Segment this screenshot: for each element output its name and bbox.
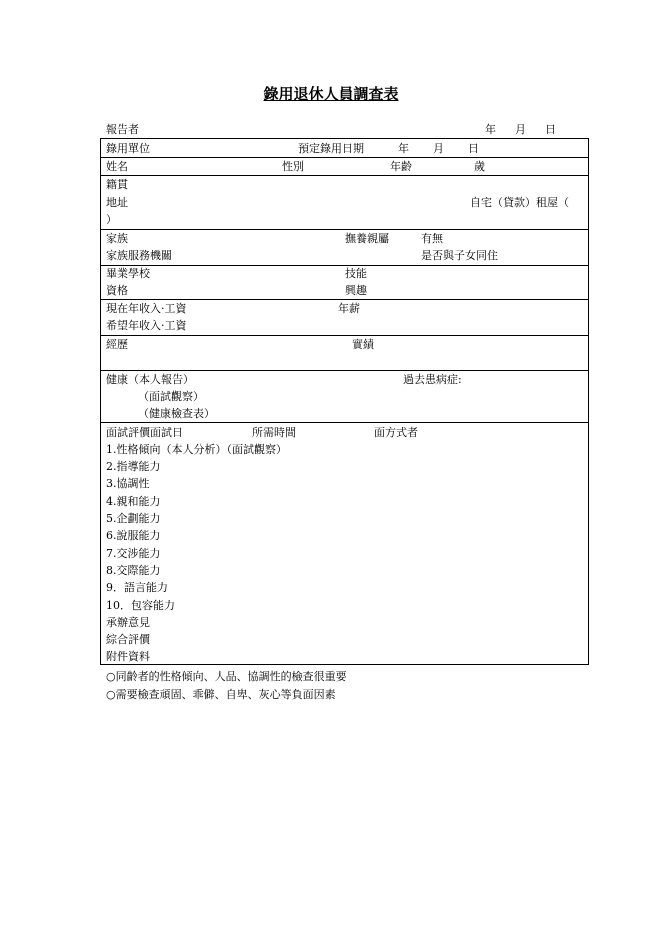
residence-close-label: ） <box>106 213 117 226</box>
planned-date-label: 預定錄用日期 <box>298 142 364 155</box>
planned-year-label: 年 <box>398 142 409 155</box>
planned-day-label: 日 <box>468 142 479 155</box>
row-divider <box>100 370 589 371</box>
age-unit-label: 歲 <box>474 160 485 173</box>
live-with-children-label: 是否與子女同住 <box>421 249 498 262</box>
note-item: ○需要檢查頑固、乖僻、自卑、灰心等負面因素 <box>106 688 336 701</box>
family-label: 家族 <box>106 232 128 245</box>
evaluation-item: 承辦意見 <box>106 616 150 629</box>
health-interview-label: （面試觀察） <box>138 390 204 403</box>
evaluation-item: 7.交涉能力 <box>106 547 161 560</box>
page-title: 錄用退休人員調查表 <box>263 85 399 103</box>
row-divider <box>100 299 589 300</box>
address-label: 地址 <box>106 196 128 209</box>
evaluation-item: 綜合評價 <box>106 633 150 646</box>
qualifications-label: 資格 <box>106 284 128 297</box>
evaluation-item: 10．包容能力 <box>106 599 175 612</box>
interview-date-label: 面試評價面試日 <box>106 426 183 439</box>
evaluation-item: 附件資料 <box>106 650 150 663</box>
dependents-label: 撫養親屬 <box>345 232 389 245</box>
residence-type-label: 自宅（貸款）租屋（ <box>470 196 569 209</box>
report-year-label: 年 <box>485 123 496 136</box>
row-divider <box>100 335 589 336</box>
health-self-label: 健康（本人報告） <box>106 373 194 386</box>
past-illness-label: 過去患病症: <box>403 373 462 386</box>
career-label: 經歷 <box>106 338 128 351</box>
report-day-label: 日 <box>545 123 556 136</box>
graduated-school-label: 畢業學校 <box>106 267 150 280</box>
evaluation-item: 6.說服能力 <box>106 529 161 542</box>
planned-month-label: 月 <box>433 142 444 155</box>
row-divider <box>100 265 589 266</box>
reporter-label: 報告者 <box>106 123 139 136</box>
report-month-label: 月 <box>515 123 526 136</box>
evaluation-item: 9．語言能力 <box>106 581 168 594</box>
evaluation-item: 4.親和能力 <box>106 495 161 508</box>
desired-income-label: 希望年收入·工資 <box>106 319 187 332</box>
age-label: 年齡 <box>390 160 412 173</box>
employer-unit-label: 錄用單位 <box>106 142 150 155</box>
current-income-label: 現在年收入·工資 <box>106 302 187 315</box>
evaluation-item: 8.交際能力 <box>106 564 161 577</box>
row-divider <box>100 229 589 230</box>
annual-salary-label: 年薪 <box>338 302 360 315</box>
evaluation-item: 3.協調性 <box>106 477 150 490</box>
health-exam-label: （健康檢查表） <box>138 407 215 420</box>
skills-label: 技能 <box>345 267 367 280</box>
native-place-label: 籍貫 <box>106 178 128 191</box>
hobbies-label: 興趣 <box>345 284 367 297</box>
row-divider <box>100 175 589 176</box>
row-divider <box>100 157 589 158</box>
interviewer-label: 面方式者 <box>374 426 418 439</box>
name-label: 姓名 <box>106 160 128 173</box>
achievements-label: 實績 <box>352 338 374 351</box>
evaluation-item: 1.性格傾向（本人分析）（面試觀察） <box>106 443 287 456</box>
family-workplace-label: 家族服務機關 <box>106 249 172 262</box>
evaluation-item: 2.指導能力 <box>106 460 161 473</box>
note-item: ○同齡者的性格傾向、人品、協調性的檢查很重要 <box>106 670 347 683</box>
time-required-label: 所需時間 <box>252 426 296 439</box>
evaluation-item: 5.企劃能力 <box>106 512 161 525</box>
row-divider <box>100 422 589 423</box>
has-none-label: 有無 <box>421 232 443 245</box>
gender-label: 性別 <box>282 160 304 173</box>
